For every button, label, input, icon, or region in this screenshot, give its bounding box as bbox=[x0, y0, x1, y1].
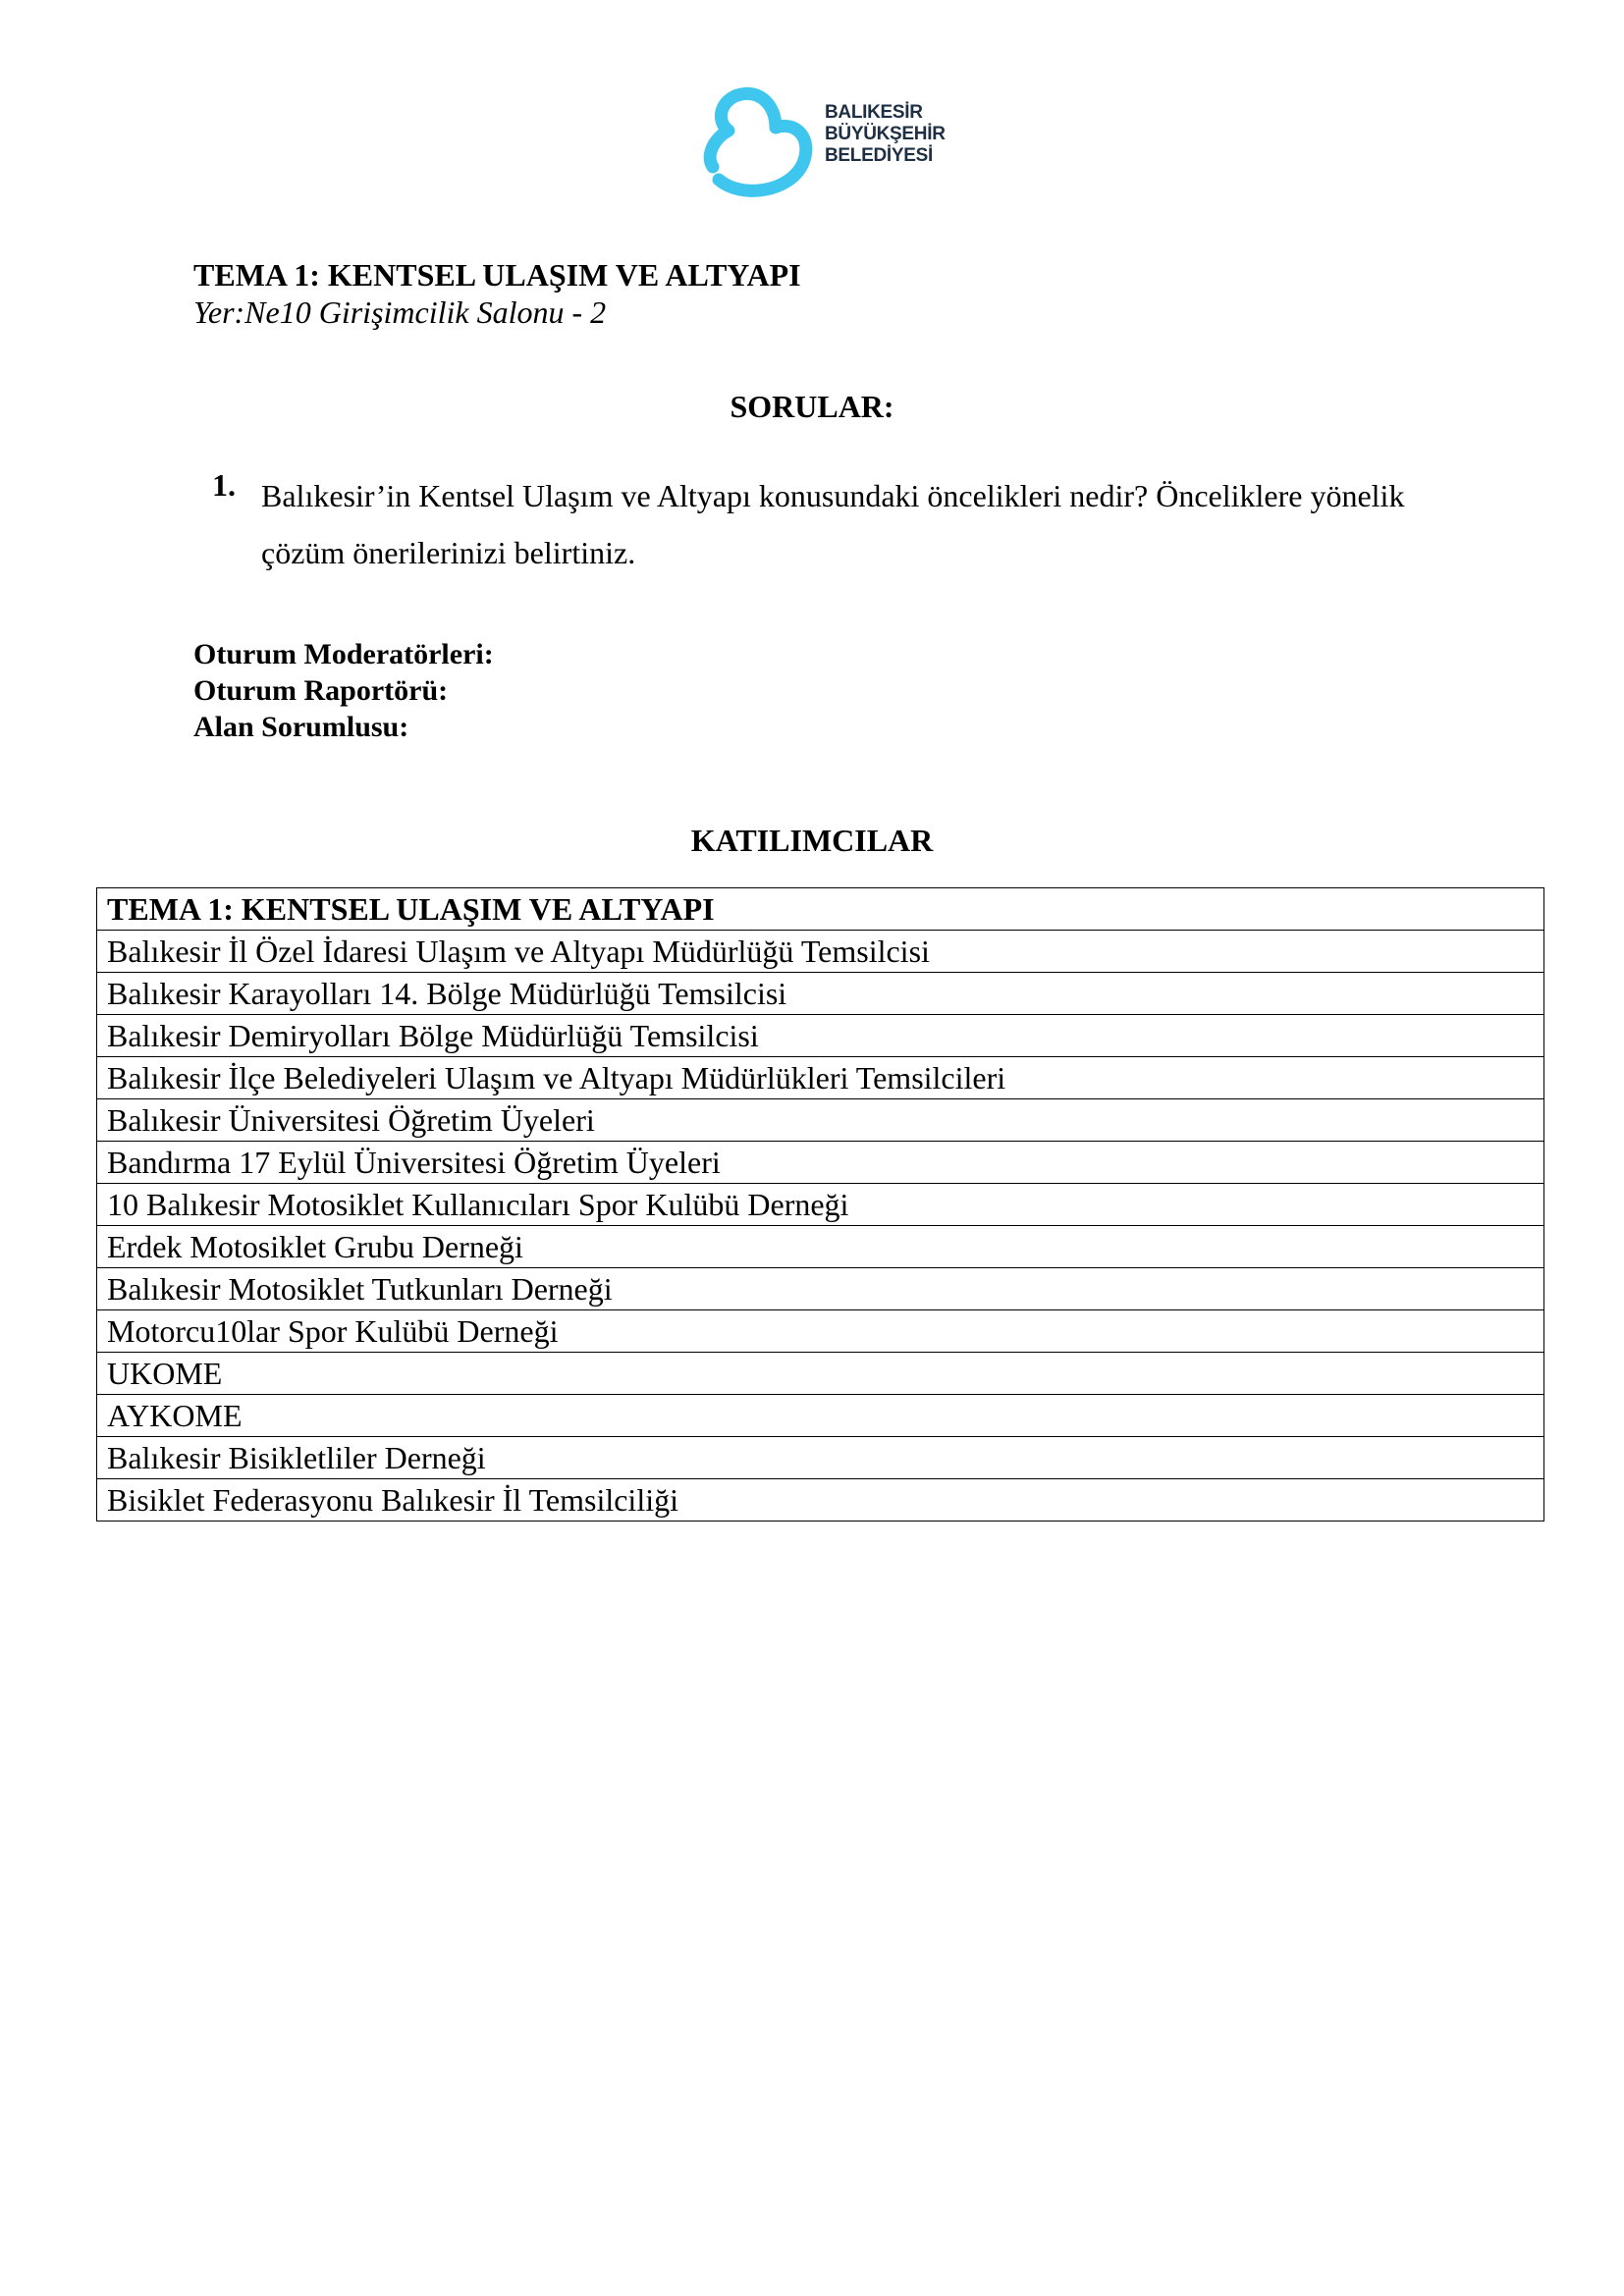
table-row bbox=[97, 1268, 1544, 1310]
table-row bbox=[97, 1395, 1544, 1437]
table-header-cell: TEMA 1: KENTSEL ULAŞIM VE ALTYAPI bbox=[97, 888, 1544, 931]
table-cell: Erdek Motosiklet Grubu Derneği bbox=[97, 1226, 1544, 1268]
table-row bbox=[97, 1353, 1544, 1395]
table-cell: Balıkesir Motosiklet Tutkunları Derneği bbox=[97, 1268, 1544, 1310]
table-row bbox=[97, 931, 1544, 973]
table-cell: Bandırma 17 Eylül Üniversitesi Öğretim Üyeleri bbox=[97, 1142, 1544, 1184]
participants-heading: KATILIMCILAR bbox=[690, 823, 934, 858]
table-cell: Balıkesir Üniversitesi Öğretim Üyeleri bbox=[97, 1099, 1544, 1142]
logo-line: BÜYÜKŞEHİR bbox=[825, 124, 946, 144]
table-row bbox=[97, 1310, 1544, 1353]
session-location: Yer:Ne10 Girişimcilik Salonu - 2 bbox=[193, 294, 607, 330]
table-header-row bbox=[97, 888, 1544, 931]
table-row bbox=[97, 1142, 1544, 1184]
logo-line: BALIKESİR bbox=[825, 102, 923, 123]
table-cell: 10 Balıkesir Motosiklet Kullanıcıları Spor Kulübü Derneği bbox=[97, 1184, 1544, 1226]
table-cell: Balıkesir İl Özel İdaresi Ulaşım ve Altyapı Müdürlüğü Temsilcisi bbox=[97, 931, 1544, 973]
theme-title: TEMA 1: KENTSEL ULAŞIM VE ALTYAPI bbox=[193, 257, 801, 293]
question-number: 1. bbox=[212, 467, 236, 503]
table-row bbox=[97, 1099, 1544, 1142]
table-row bbox=[97, 1226, 1544, 1268]
table-row bbox=[97, 1057, 1544, 1099]
table-row bbox=[97, 973, 1544, 1015]
logo-line: BELEDİYESİ bbox=[825, 145, 933, 166]
table-row bbox=[97, 1184, 1544, 1226]
table-cell: AYKOME bbox=[97, 1395, 1544, 1437]
session-roles bbox=[193, 636, 494, 745]
questions-heading: SORULAR: bbox=[730, 389, 894, 424]
table-row bbox=[97, 1437, 1544, 1479]
heart-logo-icon bbox=[687, 77, 815, 204]
logo-wordmark bbox=[825, 102, 946, 167]
question-text: Balıkesir’in Kentsel Ulaşım ve Altyapı konusundaki öncelikleri nedir? Önceliklere yönelik çözüm önerilerinizi belirtiniz. bbox=[261, 478, 1405, 570]
municipality-logo bbox=[687, 77, 946, 204]
reporter-label: Oturum Raportörü: bbox=[193, 674, 449, 707]
table-cell: Bisiklet Federasyonu Balıkesir İl Temsilciliği bbox=[97, 1479, 1544, 1522]
moderators-label: Oturum Moderatörleri: bbox=[193, 638, 494, 670]
table-cell: Balıkesir Bisikletliler Derneği bbox=[97, 1437, 1544, 1479]
participants-table bbox=[96, 887, 1544, 1522]
table-cell: Motorcu10lar Spor Kulübü Derneği bbox=[97, 1310, 1544, 1353]
table-cell: Balıkesir Karayolları 14. Bölge Müdürlüğü Temsilcisi bbox=[97, 973, 1544, 1015]
table-cell: Balıkesir İlçe Belediyeleri Ulaşım ve Altyapı Müdürlükleri Temsilcileri bbox=[97, 1057, 1544, 1099]
table-row bbox=[97, 1479, 1544, 1522]
area-lead-label: Alan Sorumlusu: bbox=[193, 711, 409, 743]
table-cell: Balıkesir Demiryolları Bölge Müdürlüğü Temsilcisi bbox=[97, 1015, 1544, 1057]
table-cell: UKOME bbox=[97, 1353, 1544, 1395]
table-row bbox=[97, 1015, 1544, 1057]
